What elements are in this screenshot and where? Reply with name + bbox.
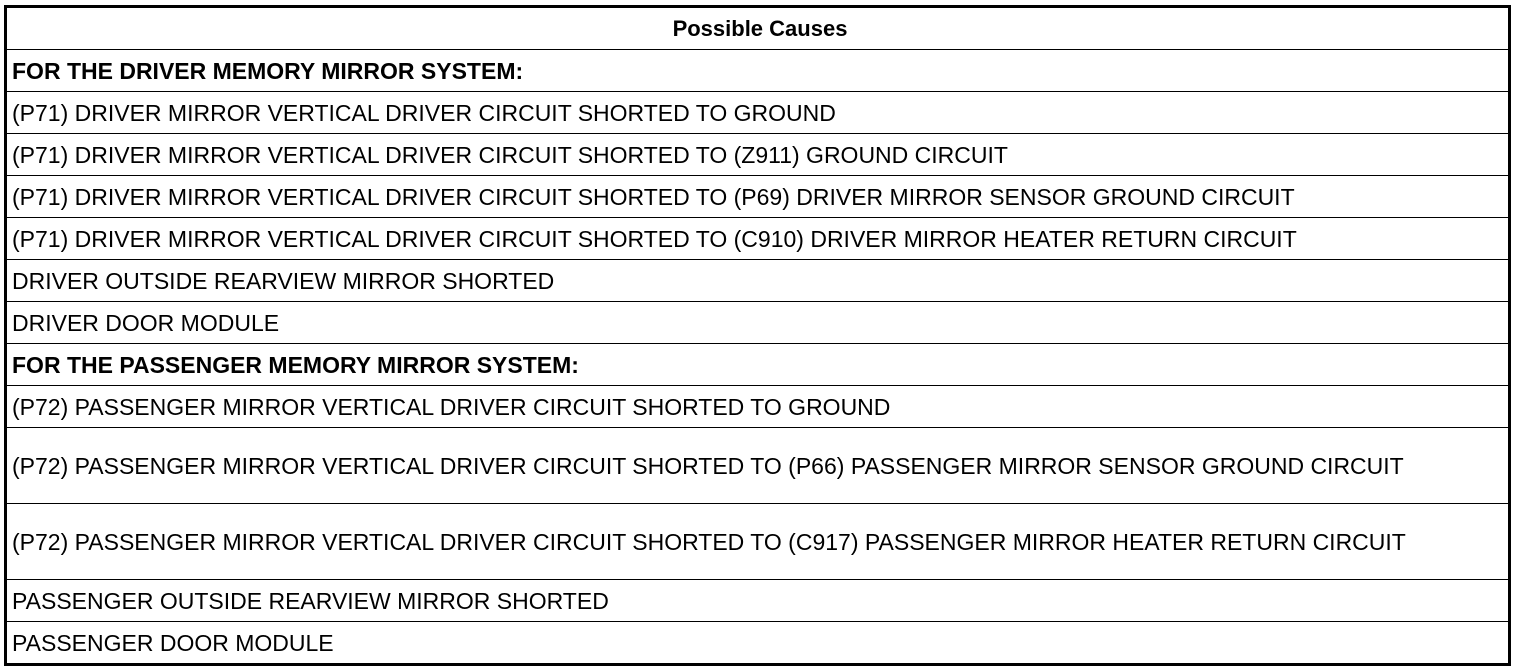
cause-cell: (P72) PASSENGER MIRROR VERTICAL DRIVER CIRCUIT SHORTED TO (C917) PASSENGER MIRROR HEATER RETURN CIRCUIT: [6, 504, 1510, 580]
table-row: [6, 260, 1510, 302]
table-header-row: [6, 7, 1510, 50]
cause-cell: (P71) DRIVER MIRROR VERTICAL DRIVER CIRCUIT SHORTED TO (P69) DRIVER MIRROR SENSOR GROUND CIRCUIT: [6, 176, 1510, 218]
table-header: Possible Causes: [672, 15, 848, 41]
cause-cell: (P71) DRIVER MIRROR VERTICAL DRIVER CIRCUIT SHORTED TO (C910) DRIVER MIRROR HEATER RETURN CIRCUIT: [6, 218, 1510, 260]
cause-cell: PASSENGER OUTSIDE REARVIEW MIRROR SHORTED: [6, 580, 1510, 622]
section-heading-driver: FOR THE DRIVER MEMORY MIRROR SYSTEM:: [6, 50, 1510, 92]
table-row: [6, 386, 1510, 428]
table-row: [6, 92, 1510, 134]
table-row: [6, 302, 1510, 344]
cause-cell: (P71) DRIVER MIRROR VERTICAL DRIVER CIRCUIT SHORTED TO (Z911) GROUND CIRCUIT: [6, 134, 1510, 176]
section-heading-passenger: FOR THE PASSENGER MEMORY MIRROR SYSTEM:: [6, 344, 1510, 386]
cause-cell: PASSENGER DOOR MODULE: [6, 622, 1510, 665]
cause-cell: (P72) PASSENGER MIRROR VERTICAL DRIVER CIRCUIT SHORTED TO GROUND: [6, 386, 1510, 428]
cause-cell: (P72) PASSENGER MIRROR VERTICAL DRIVER CIRCUIT SHORTED TO (P66) PASSENGER MIRROR SENSOR GROUND CIRCUIT: [6, 428, 1510, 504]
cause-cell: (P71) DRIVER MIRROR VERTICAL DRIVER CIRCUIT SHORTED TO GROUND: [6, 92, 1510, 134]
table-row: [6, 504, 1510, 580]
table-row: [6, 50, 1510, 92]
table-row: [6, 622, 1510, 665]
table-row: [6, 176, 1510, 218]
table-row: [6, 344, 1510, 386]
cause-cell: DRIVER DOOR MODULE: [6, 302, 1510, 344]
table-row: [6, 218, 1510, 260]
table-row: [6, 134, 1510, 176]
possible-causes-table: [4, 5, 1511, 666]
cause-cell: DRIVER OUTSIDE REARVIEW MIRROR SHORTED: [6, 260, 1510, 302]
table-row: [6, 580, 1510, 622]
table-row: [6, 428, 1510, 504]
